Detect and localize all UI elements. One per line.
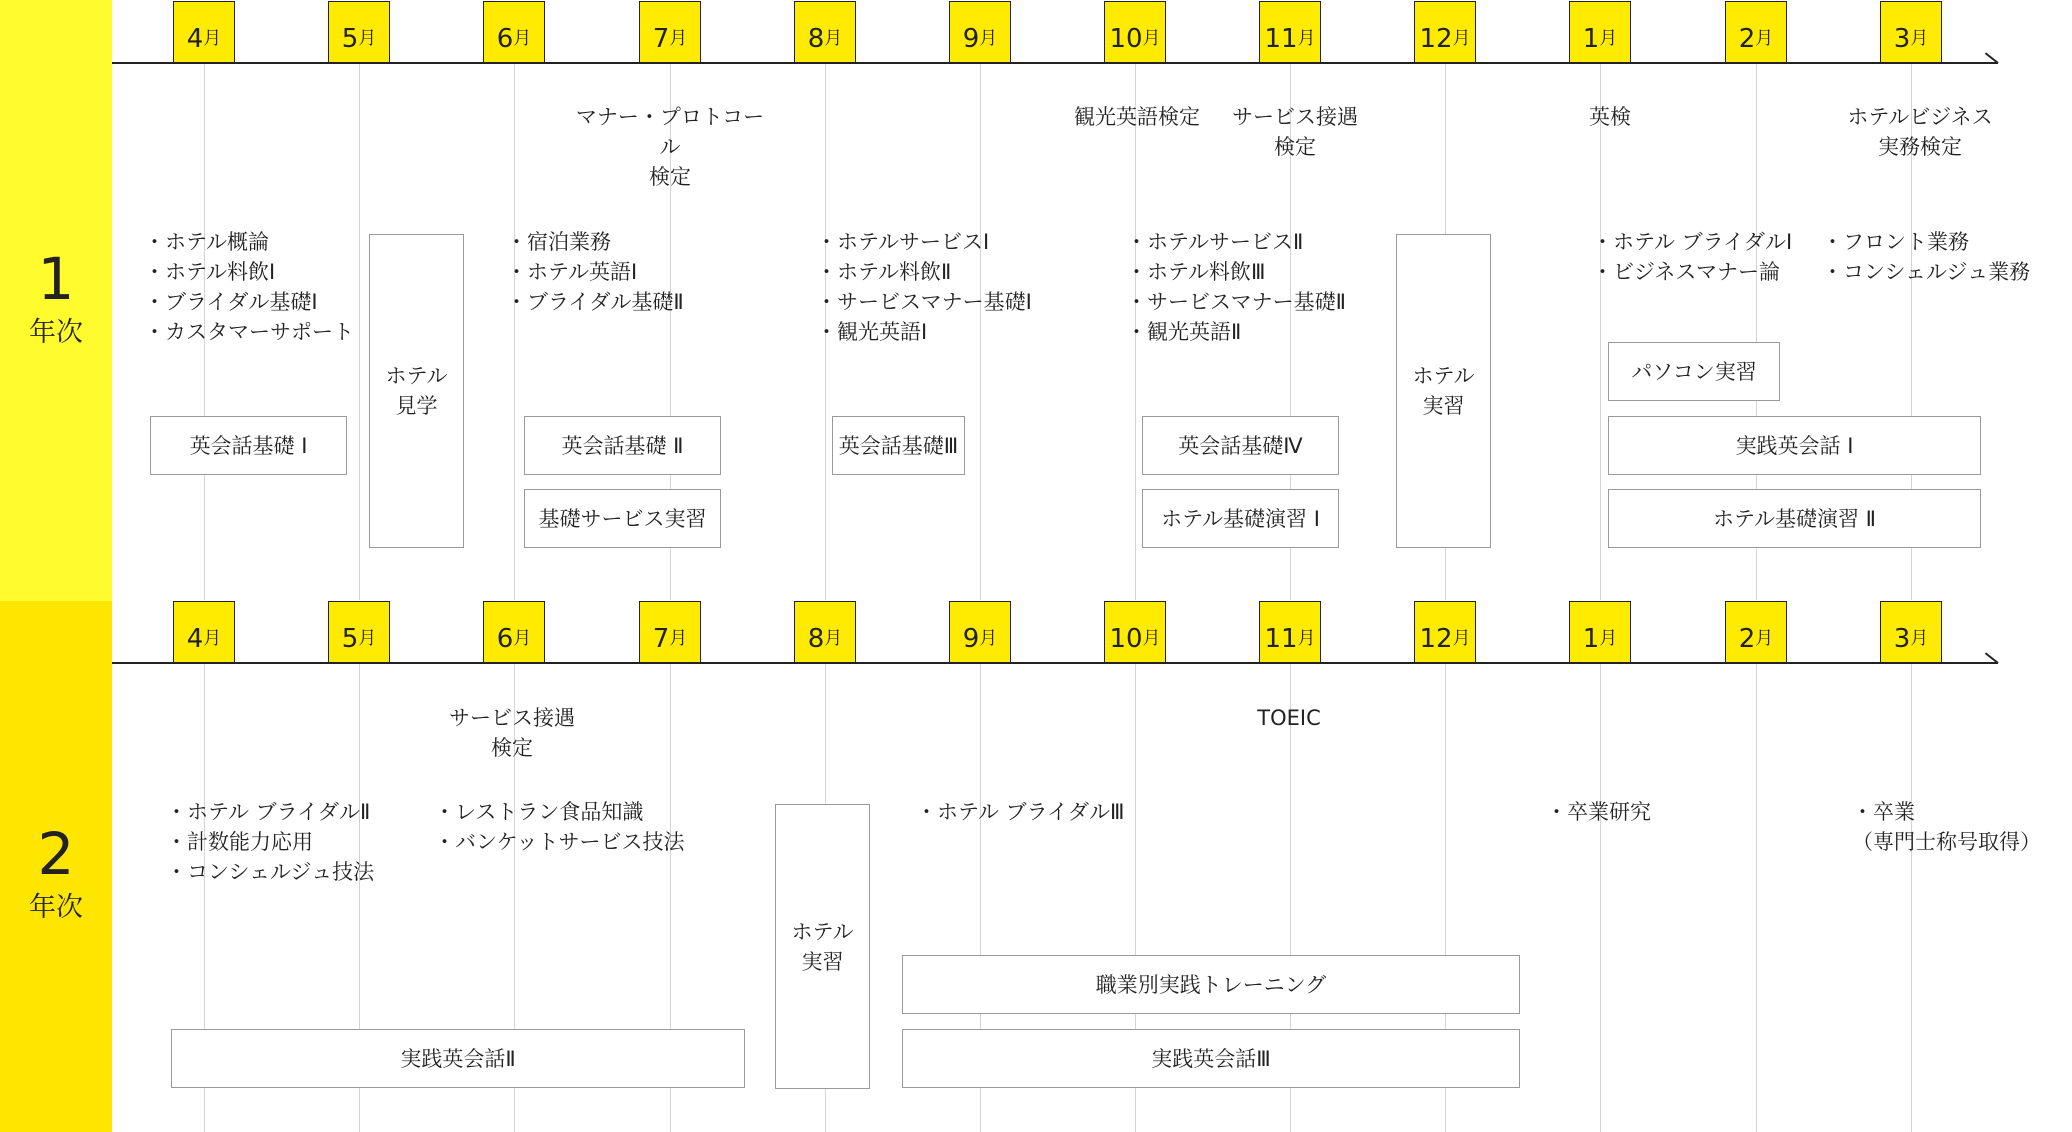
course-list-aug: [816, 227, 1032, 347]
month-gridline: [1756, 664, 1757, 1132]
exam-toeic: TOEIC: [1257, 706, 1321, 730]
month-number: 7: [652, 24, 670, 54]
month-unit: 月: [358, 628, 377, 649]
list-item: ・卒業: [1852, 800, 1915, 824]
month-number: 12: [1419, 624, 1453, 654]
month-marker: [1414, 601, 1476, 663]
month-marker: [328, 601, 390, 663]
exam-service-hospitality: サービス接遇 検定: [1232, 105, 1358, 159]
list-item: ・ホテル概論: [144, 230, 269, 254]
box-shokugyo-training: 職業別実践トレーニング: [902, 955, 1520, 1014]
month-marker: [483, 1, 545, 63]
month-marker: [639, 1, 701, 63]
list-item: ・ホテル ブライダルⅠ: [1592, 230, 1793, 254]
box-eikaiwa-kiso-3: 英会話基礎Ⅲ: [832, 416, 965, 475]
course-list-y2-mar: [1852, 797, 2041, 857]
month-number: 7: [652, 624, 670, 654]
list-item: ・観光英語Ⅰ: [816, 320, 928, 344]
list-item: ・宿泊業務: [506, 230, 611, 254]
list-item: ・サービスマナー基礎Ⅱ: [1126, 290, 1346, 314]
month-unit: 月: [979, 628, 998, 649]
year-2-label: 年次: [29, 892, 83, 923]
month-number: 6: [496, 624, 514, 654]
list-item: ・ビジネスマナー論: [1592, 260, 1780, 284]
box-hotel-kiso-enshu-2: ホテル基礎演習 Ⅱ: [1608, 489, 1981, 548]
month-number: 9: [962, 24, 980, 54]
list-item: ・バンケットサービス技法: [434, 830, 685, 854]
month-marker: [794, 1, 856, 63]
list-item: ・ブライダル基礎Ⅰ: [144, 290, 318, 314]
box-jissen-eikaiwa-2: 実践英会話Ⅱ: [171, 1029, 745, 1088]
box-eikaiwa-kiso-1: 英会話基礎 Ⅰ: [150, 416, 347, 475]
month-marker: [1259, 1, 1321, 63]
exam-eiken: 英検: [1589, 105, 1631, 129]
month-number: 3: [1893, 24, 1911, 54]
month-unit: 月: [979, 28, 998, 49]
month-unit: 月: [669, 28, 688, 49]
month-number: 1: [1582, 624, 1600, 654]
list-item: ・ホテルサービスⅡ: [1126, 230, 1304, 254]
month-marker: [173, 1, 235, 63]
list-item: ・フロント業務: [1822, 230, 1969, 254]
exam-service-hospitality-y2: サービス接遇 検定: [449, 706, 575, 760]
month-marker: [794, 601, 856, 663]
month-number: 4: [186, 24, 204, 54]
exam-tourism-english: 観光英語検定: [1074, 105, 1200, 129]
list-item: ・ブライダル基礎Ⅱ: [506, 290, 684, 314]
month-unit: 月: [1297, 28, 1316, 49]
month-number: 10: [1109, 624, 1143, 654]
month-number: 2: [1738, 624, 1756, 654]
month-marker: [173, 601, 235, 663]
month-marker: [1725, 1, 1787, 63]
box-hotel-jisshu-y1: ホテル 実習: [1396, 234, 1491, 548]
month-number: 3: [1893, 624, 1911, 654]
list-item: ・レストラン食品知識: [434, 800, 644, 824]
list-item: ・カスタマーサポート: [144, 320, 354, 344]
month-unit: 月: [1142, 28, 1161, 49]
year-2-band: [0, 601, 112, 1132]
month-marker: [1725, 601, 1787, 663]
list-item: ・ホテル料飲Ⅱ: [816, 260, 952, 284]
month-number: 5: [341, 624, 359, 654]
month-unit: 月: [1755, 28, 1774, 49]
year-1-number: 1: [37, 245, 75, 313]
course-list-y2-sep: [916, 797, 1124, 827]
month-unit: 月: [1142, 628, 1161, 649]
list-item: ・サービスマナー基礎Ⅰ: [816, 290, 1032, 314]
month-unit: 月: [1910, 628, 1929, 649]
course-list-y2-jan: [1546, 797, 1651, 827]
list-item: ・コンシェルジュ技法: [166, 860, 375, 884]
month-number: 4: [186, 624, 204, 654]
month-marker: [1880, 601, 1942, 663]
month-number: 11: [1264, 624, 1298, 654]
month-marker: [1569, 1, 1631, 63]
year-1-band: [0, 0, 112, 601]
month-number: 11: [1264, 24, 1298, 54]
month-marker: [1569, 601, 1631, 663]
box-hotel-kengaku: ホテル 見学: [369, 234, 464, 548]
list-item: ・ホテル ブライダルⅢ: [916, 800, 1125, 824]
course-list-y2-apr: [166, 797, 374, 887]
month-unit: 月: [824, 628, 843, 649]
month-marker: [1880, 1, 1942, 63]
timeline-axis: [112, 662, 1998, 664]
month-marker: [1104, 601, 1166, 663]
timeline-axis: [112, 62, 1998, 64]
month-marker: [639, 601, 701, 663]
box-eikaiwa-kiso-2: 英会話基礎 Ⅱ: [524, 416, 721, 475]
month-number: 10: [1109, 24, 1143, 54]
month-unit: 月: [1599, 628, 1618, 649]
month-number: 12: [1419, 24, 1453, 54]
box-jissen-eikaiwa-1: 実践英会話 Ⅰ: [1608, 416, 1981, 475]
list-item: ・ホテル ブライダルⅡ: [166, 800, 371, 824]
course-list-apr: [144, 227, 354, 347]
list-item: ・ホテルサービスⅠ: [816, 230, 990, 254]
box-jissen-eikaiwa-3: 実践英会話Ⅲ: [902, 1029, 1520, 1088]
month-gridline: [359, 64, 360, 600]
month-unit: 月: [824, 28, 843, 49]
list-item: ・計数能力応用: [166, 830, 313, 854]
box-pasokon-jisshu: パソコン実習: [1608, 342, 1780, 401]
month-marker: [1259, 601, 1321, 663]
month-unit: 月: [669, 628, 688, 649]
month-gridline: [1600, 664, 1601, 1132]
year-2-number: 2: [37, 820, 75, 888]
month-marker: [1414, 1, 1476, 63]
month-marker: [949, 601, 1011, 663]
month-gridline: [514, 64, 515, 600]
box-hotel-kiso-enshu-1: ホテル基礎演習 Ⅰ: [1142, 489, 1339, 548]
list-item: ・ホテル料飲Ⅲ: [1126, 260, 1266, 284]
month-unit: 月: [1452, 28, 1471, 49]
month-unit: 月: [1599, 28, 1618, 49]
course-list-jun: [506, 227, 684, 317]
exam-manner-protocol: マナー・プロトコール 検定: [575, 105, 765, 189]
month-unit: 月: [203, 628, 222, 649]
month-unit: 月: [1755, 628, 1774, 649]
list-item: ・ホテル英語Ⅰ: [506, 260, 638, 284]
month-marker: [328, 1, 390, 63]
course-list-oct: [1126, 227, 1346, 347]
month-unit: 月: [1452, 628, 1471, 649]
month-marker: [1104, 1, 1166, 63]
year-1-label: 年次: [29, 317, 83, 348]
month-number: 2: [1738, 24, 1756, 54]
month-number: 9: [962, 624, 980, 654]
exam-hotel-business: ホテルビジネス 実務検定: [1847, 105, 1993, 159]
list-item: ・観光英語Ⅱ: [1126, 320, 1242, 344]
month-unit: 月: [1297, 628, 1316, 649]
list-item: ・卒業研究: [1546, 800, 1651, 824]
list-item: ・ホテル料飲Ⅰ: [144, 260, 276, 284]
course-list-jan: [1592, 227, 1792, 287]
course-list-y2-jun: [434, 797, 685, 857]
month-unit: 月: [513, 628, 532, 649]
box-eikaiwa-kiso-4: 英会話基礎Ⅳ: [1142, 416, 1339, 475]
box-hotel-jisshu-y2: ホテル 実習: [775, 804, 870, 1089]
month-gridline: [1600, 64, 1601, 600]
list-item: （専門士称号取得）: [1852, 830, 2041, 854]
month-gridline: [1911, 664, 1912, 1132]
month-unit: 月: [358, 28, 377, 49]
month-unit: 月: [1910, 28, 1929, 49]
month-number: 8: [807, 24, 825, 54]
month-number: 5: [341, 24, 359, 54]
month-number: 6: [496, 24, 514, 54]
month-unit: 月: [513, 28, 532, 49]
month-number: 1: [1582, 24, 1600, 54]
month-marker: [483, 601, 545, 663]
course-list-mar: [1822, 227, 2030, 287]
month-marker: [949, 1, 1011, 63]
box-kiso-service-jisshu: 基礎サービス実習: [524, 489, 721, 548]
month-number: 8: [807, 624, 825, 654]
list-item: ・コンシェルジュ業務: [1822, 260, 2031, 284]
month-unit: 月: [203, 28, 222, 49]
